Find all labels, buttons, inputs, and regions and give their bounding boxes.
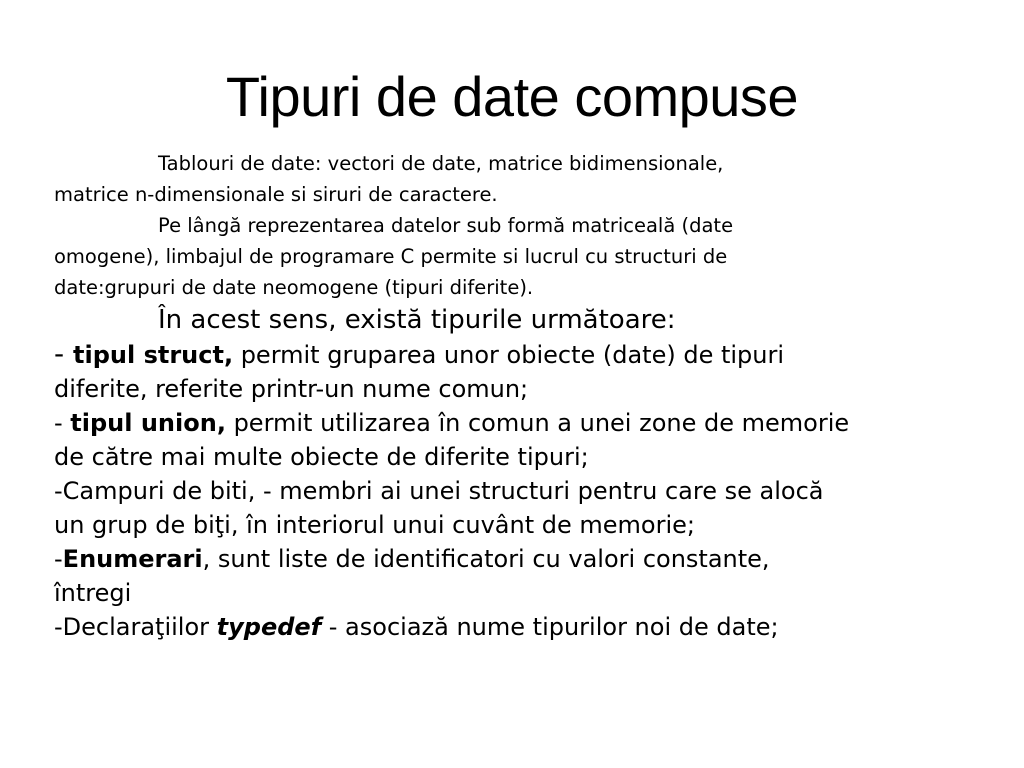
item-text: permit utilizarea în comun a unei zone de memorie <box>225 409 850 437</box>
keyword-enum: Enumerari <box>62 545 203 573</box>
intro-line: omogene), limbajul de programare C permite si lucrul cu structuri de <box>54 245 728 268</box>
keyword-struct: tipul struct, <box>73 341 234 369</box>
bullet-dash: - <box>54 409 71 437</box>
intro-paragraph-arrays <box>54 148 1014 210</box>
intro-line: date:grupuri de date neomogene (tipuri diferite). <box>54 276 534 299</box>
list-item-typedef <box>54 610 1014 644</box>
list-item-bitfields: -Campuri de biti, - membri ai unei structuri pentru care se alocă <box>54 477 824 505</box>
types-heading: În acest sens, există tipurile următoare: <box>158 305 676 335</box>
slide-title: Tipuri de date compuse <box>225 65 799 128</box>
intro-paragraph-structures <box>54 210 1014 303</box>
item-text: , sunt liste de identificatori cu valori constante, <box>202 545 770 573</box>
intro-line: Tablouri de date: vectori de date, matrice bidimensionale, <box>158 152 724 175</box>
intro-line: Pe lângă reprezentarea datelor sub formă matriceală (date <box>158 214 734 237</box>
item-text: -Declaraţiilor <box>54 613 217 641</box>
item-text: - asociază nume tipurilor noi de date; <box>321 613 779 641</box>
list-item-union <box>54 406 1014 440</box>
intro-line: matrice n-dimensionale si siruri de caractere. <box>54 183 498 206</box>
keyword-typedef: typedef <box>216 613 322 641</box>
item-text: diferite, referite printr-un nume comun; <box>54 375 529 403</box>
keyword-union: tipul union, <box>70 409 226 437</box>
item-text: de către mai multe obiecte de diferite tipuri; <box>54 443 589 471</box>
bullet-dash: - <box>54 337 74 370</box>
types-list <box>54 303 1014 644</box>
bullet-dash: - <box>54 545 63 573</box>
list-item-enum <box>54 542 1014 576</box>
item-text: întregi <box>54 579 132 607</box>
item-text: permit gruparea unor obiecte (date) de tipuri <box>233 341 785 369</box>
item-text: un grup de biţi, în interiorul unui cuvânt de memorie; <box>54 511 695 539</box>
list-item-struct <box>54 337 1014 372</box>
slide-body <box>54 148 1014 644</box>
